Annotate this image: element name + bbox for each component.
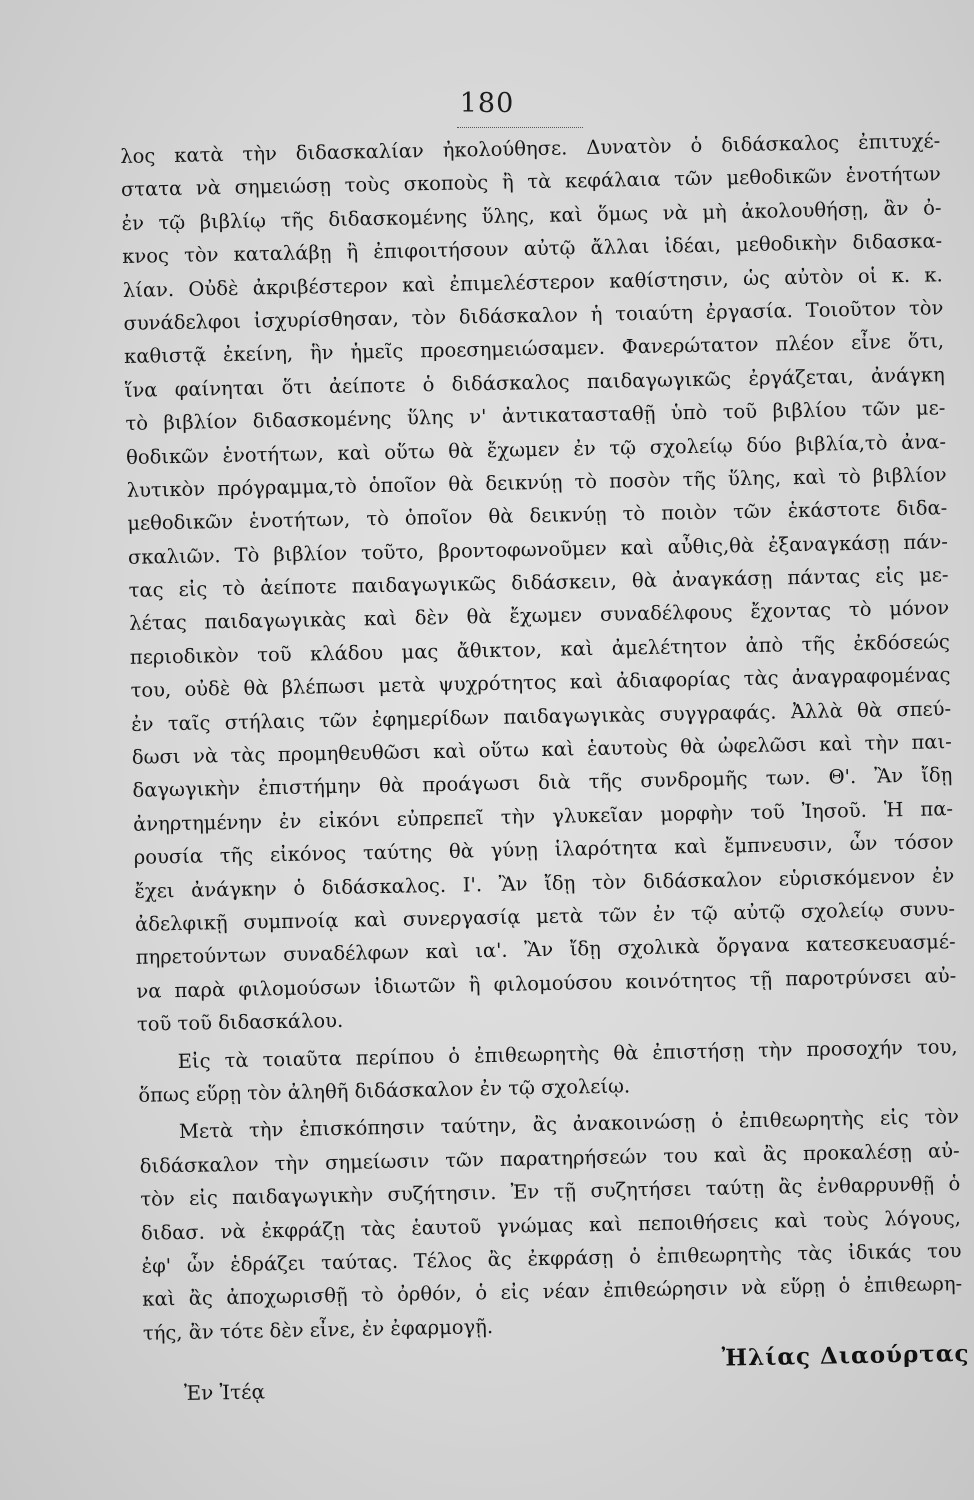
text-line: ἐφ' ὧν ἑδράζει ταύτας. Τέλος ἂς ἐκφράσῃ ὁ ἐπιθεωρητὴς τὰς ἰδικάς του [141, 1238, 962, 1278]
text-line: ἵνα φαίνηται ὅτι ἀείποτε ὁ διδάσκαλος παιδαγωγικῶς ἐργάζεται, ἀνάγκη [124, 362, 945, 402]
page-number: 180 [459, 88, 515, 119]
text-line: ἐν ταῖς στήλαις τῶν ἐφημερίδων παιδαγωγικὰς συγγραφάς. Ἀλλὰ θὰ σπεύ- [130, 696, 952, 736]
text-line: μεθοδικῶν ἑνοτήτων, τὸ ὁποῖον θὰ δεικνύῃ τὸ ποιὸν τῶν ἑκάστοτε διδα- [127, 496, 948, 536]
text-line: περιοδικὸν τοῦ κλάδου μας ἄθικτον, καὶ ἀμελέτητον ἀπὸ τῆς ἐκδόσεώς [129, 630, 951, 669]
author-signature: Ἠλίας Διαούρτας [721, 1339, 970, 1372]
text-line: Εἰς τὰ τοιαῦτα περίπου ὁ ἐπιθεωρητὴς θὰ ἐπιστήσῃ τὴν προσοχήν του, [177, 1034, 958, 1073]
text-line: τοῦ τοῦ διδασκάλου. [136, 1009, 344, 1036]
text-line: ἀνηρτημένην ἐν εἰκόνι εὐπρεπεῖ τὴν γλυκεῖαν μορφὴν τοῦ Ἰησοῦ. Ἡ πα- [132, 796, 954, 836]
text-line: λίαν. Οὐδὲ ἀκριβέστερον καὶ ἐπιμελέστερον καθίστησιν, ὡς αὐτὸν οἱ κ. κ. [122, 262, 943, 302]
text-line: θοδικῶν ἑνοτήτων, καὶ οὕτω θὰ ἔχωμεν ἐν τῷ σχολείῳ δύο βιβλία,τὸ ἀνα- [125, 429, 947, 469]
text-line: διδάσκαλον τὴν σημείωσιν τῶν παρατηρήσεών του καὶ ἂς προκαλέσῃ αὐ- [139, 1138, 960, 1178]
body-text [120, 124, 970, 1416]
text-line: συνάδελφοι ἰσχυρίσθησαν, τὸν διδάσκαλον ἡ τοιαύτη ἐργασία. Τοιοῦτον τὸν [123, 296, 944, 335]
text-line: Μετὰ τὴν ἐπισκόπησιν ταύτην, ἂς ἀνακοινώσῃ ὁ ἐπιθεωρητὴς εἰς τὸν [178, 1105, 960, 1144]
header-rule [457, 127, 583, 128]
text-line: καθιστᾷ ἐκείνη, ἣν ἡμεῖς προεσημειώσαμεν. Φανερώτατον πλέον εἶνε ὅτι, [123, 329, 945, 369]
text-line: τής, ἂν τότε δὲν εἶνε, ἐν ἐφαρμογῇ. [142, 1314, 494, 1345]
place-line: Ἐν Ἰτέᾳ [183, 1379, 266, 1406]
text-line: τὸ βιβλίον διδασκομένης ὕλης ν' ἀντικατασταθῇ ὑπὸ τοῦ βιβλίου τῶν με- [125, 396, 946, 436]
text-line: δωσι νὰ τὰς προμηθευθῶσι καὶ οὕτω καὶ ἑαυτοὺς θὰ ὠφελῶσι καὶ τὴν παι- [131, 730, 952, 769]
text-line: κνος τὸν καταλάβῃ ἢ ἐπιφοιτήσουν αὐτῷ ἄλλαι ἰδέαι, μεθοδικὴν διδασκα- [122, 229, 943, 269]
text-line: ὅπως εὕρῃ τὸν ἀληθῆ διδάσκαλον ἐν τῷ σχολείῳ. [138, 1074, 631, 1107]
text-line: ἔχει ἀνάγκην ὁ διδάσκαλος. Ι'. Ἂν ἴδῃ τὸν διδάσκαλον εὑρισκόμενον ἐν [134, 863, 955, 903]
signature-block [143, 1339, 970, 1416]
text-line: δαγωγικὴν ἐπιστήμην θὰ προάγωσι διὰ τῆς συνδρομῆς των. Θ'. Ἂν ἴδῃ [132, 763, 953, 803]
text-line: καὶ ἂς ἀποχωρισθῇ τὸ ὀρθόν, ὁ εἰς νέαν ἐπιθεώρησιν νὰ εὕρῃ ὁ ἐπιθεωρη- [142, 1272, 963, 1312]
text-line: ἀδελφικῇ συμπνοίᾳ καὶ συνεργασίᾳ μετὰ τῶν ἐν τῷ αὐτῷ σχολείῳ συνυ- [134, 897, 956, 936]
text-line: τας εἰς τὸ ἀείποτε παιδαγωγικῶς διδάσκειν, θὰ ἀναγκάσῃ πάντας εἰς με- [128, 563, 949, 602]
text-line: του, οὐδὲ θὰ βλέπωσι μετὰ ψυχρότητος καὶ ἀδιαφορίας τὰς ἀναγραφομένας [130, 663, 951, 703]
text-line: σκαλιῶν. Τὸ βιβλίον τοῦτο, βροντοφωνοῦμεν καὶ αὖθις,θὰ ἐξαναγκάσῃ πάν- [127, 529, 949, 569]
text-line: να παρὰ φιλομούσων ἰδιωτῶν ἢ φιλομούσου κοινότητος τῇ παροτρύνσει αὐ- [136, 963, 957, 1003]
text-line: ρουσία τῆς εἰκόνος ταύτης θὰ γύνῃ ἱλαρότητα καὶ ἔμπνευσιν, ὧν τόσον [133, 830, 954, 870]
text-line: λέτας παιδαγωγικὰς καὶ δὲν θὰ ἔχωμεν συναδέλφους ἔχοντας τὸ μόνον [129, 596, 950, 636]
text-line: στατα νὰ σημειώσῃ τοὺς σκοποὺς ἢ τὰ κεφάλαια τῶν μεθοδικῶν ἑνοτήτων [120, 162, 942, 202]
text-line: διδασ. νὰ ἐκφράζῃ τὰς ἑαυτοῦ γνώμας καὶ πεποιθήσεις καὶ τοὺς λόγους, [140, 1205, 962, 1245]
text-line: τὸν εἰς παιδαγωγικὴν συζήτησιν. Ἐν τῇ συζητήσει ταύτῃ ἂς ἐνθαρρυνθῇ ὁ [140, 1172, 961, 1211]
text-line: πηρετούντων συναδέλφων καὶ ια'. Ἂν ἴδῃ σχολικὰ ὄργανα κατεσκευασμέ- [135, 930, 956, 970]
text-line: λος κατὰ τὴν διδασκαλίαν ἠκολούθησε. Δυνατὸν ὁ διδάσκαλος ἐπιτυχέ- [120, 129, 941, 168]
text-line: λυτικὸν πρόγραμμα,τὸ ὁποῖον θὰ δεικνύῃ τὸ ποσὸν τῆς ὕλης, καὶ τὸ βιβλίον [126, 463, 947, 502]
text-line: ἐν τῷ βιβλίῳ τῆς διδασκομένης ὕλης, καὶ ὅμως νὰ μὴ ἀκολουθήσῃ, ἂν ὀ- [121, 196, 942, 235]
